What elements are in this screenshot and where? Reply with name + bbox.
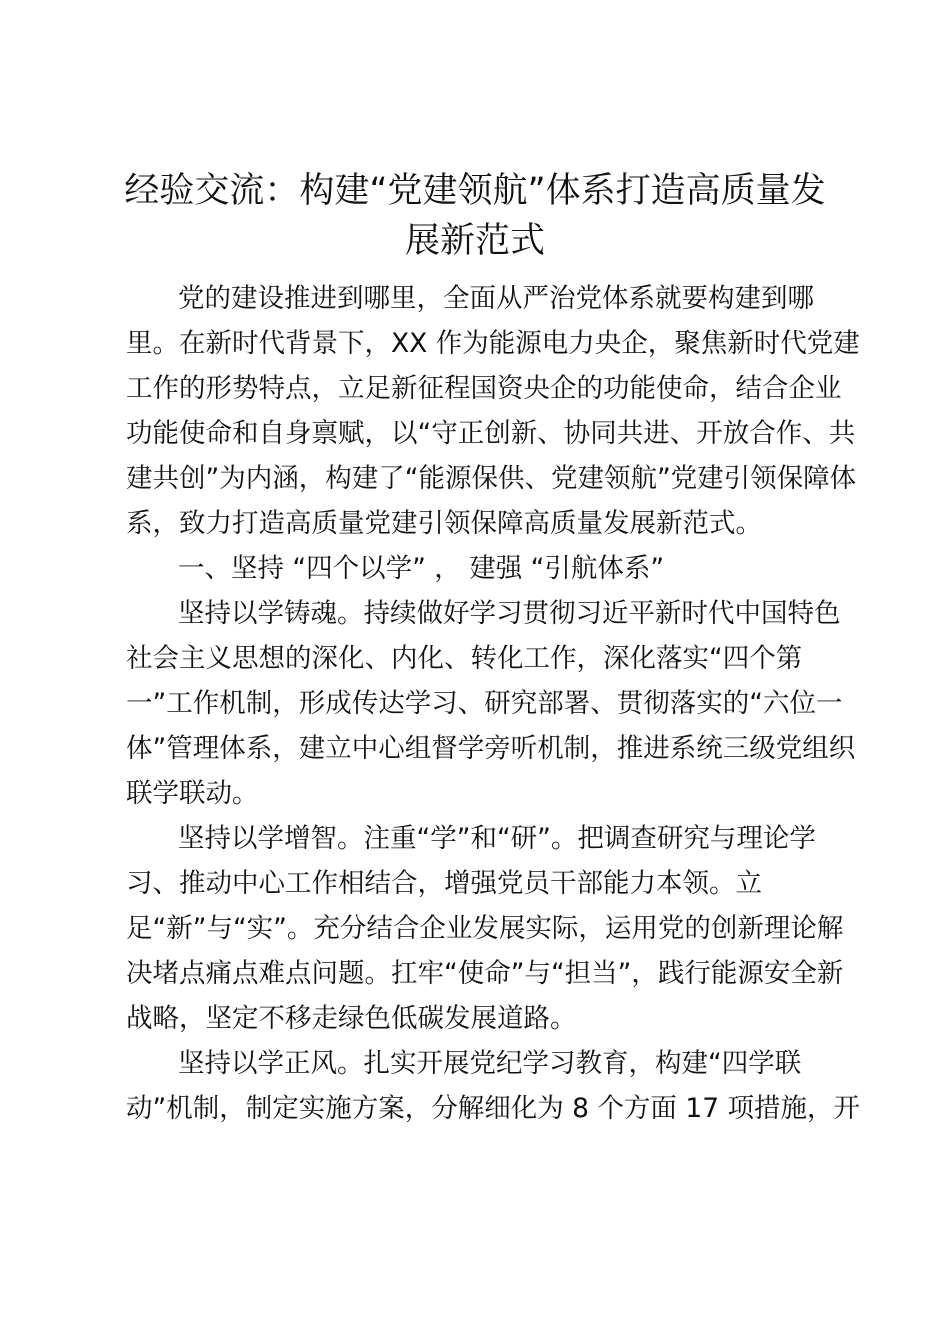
paragraph-line: 战略，坚定不移走绿色低碳发展道路。 [126,1003,577,1034]
paragraph-line: 党的建设推进到哪里，全面从严治党体系就要构建到哪 [178,283,814,314]
paragraph-line: 体”管理体系，建立中心组督学旁听机制，推进系统三级党组织 [126,733,856,764]
paragraph-line: 工作的形势特点，立足新征程国资央企的功能使命，结合企业 [126,373,842,404]
paragraph-line: 坚持以学正风。扎实开展党纪学习教育，构建“四学联 [178,1048,802,1079]
paragraph-line: 联学联动。 [126,778,259,809]
title-line-2: 展新范式 [404,221,545,261]
paragraph-line: 习、推动中心工作相结合，增强党员干部能力本领。立 [126,868,762,899]
section-heading: 一、坚持 “四个以学” ， 建强 “引航体系” [178,553,665,584]
paragraph-line: 动”机制，制定实施方案，分解细化为 8 个方面 17 项措施，开 [126,1093,861,1124]
paragraph-line: 建共创”为内涵，构建了“能源保供、党建领航”党建引领保障体 [126,463,857,494]
paragraph-line: 决堵点痛点难点问题。扛牢“使命”与“担当”，践行能源安全新 [126,958,844,989]
paragraph-line: 一”工作机制，形成传达学习、研究部署、贯彻落实的“六位一 [126,688,843,719]
paragraph-line: 坚持以学增智。注重“学”和“研”。把调查研究与理论学 [178,823,816,854]
paragraph-line: 系，致力打造高质量党建引领保障高质量发展新范式。 [126,508,762,539]
page-title [100,166,850,266]
paragraph-line: 功能使命和自身禀赋，以“守正创新、协同共进、开放合作、共 [126,418,856,449]
paragraph-line: 社会主义思想的深化、内化、转化工作，深化落实“四个第 [126,643,803,674]
title-line-1: 经验交流：构建“党建领航”体系打造高质量发 [124,171,826,211]
paragraph-line: 里。在新时代背景下，XX 作为能源电力央企，聚焦新时代党建 [126,328,860,359]
paragraph-line: 足“新”与“实”。充分结合企业发展实际，运用党的创新理论解 [126,913,844,944]
paragraph-line: 坚持以学铸魂。持续做好学习贯彻习近平新时代中国特色 [178,598,841,629]
